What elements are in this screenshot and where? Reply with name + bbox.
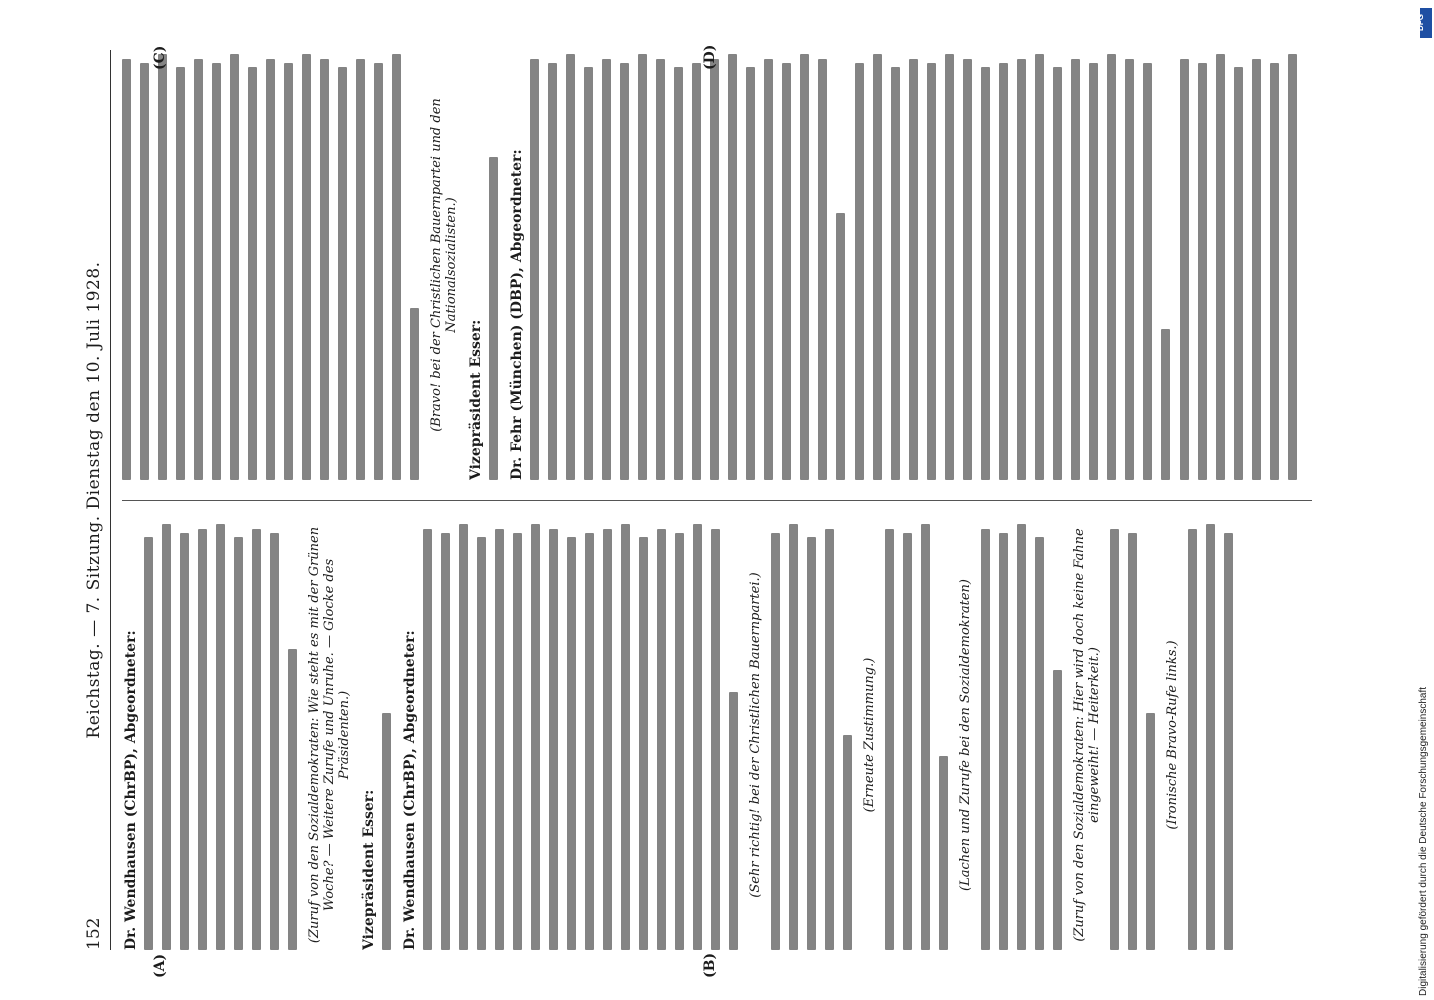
stage-direction: (Ironische Bravo-Rufe links.)	[1165, 640, 1180, 830]
speech-paragraph	[981, 520, 1062, 950]
column-divider	[122, 500, 1312, 501]
digitization-stamp: Digitalisierung gefördert durch die Deutsche Forschungsgemeinschaft	[1418, 686, 1429, 996]
page-number: 152	[84, 917, 104, 950]
speech-paragraph	[1110, 520, 1155, 950]
speaker-heading: Dr. Wendhausen (ChrBP), Abgeordneter:	[402, 630, 418, 950]
header-rule	[110, 50, 111, 950]
speaker-heading: Vizepräsident Esser:	[361, 789, 377, 950]
speaker-heading: Dr. Wendhausen (ChrBP), Abgeordneter:	[123, 630, 139, 950]
speech-paragraph	[489, 50, 498, 480]
speech-paragraph	[423, 520, 738, 950]
dfg-logo	[1415, 8, 1432, 38]
speech-paragraph	[885, 520, 948, 950]
margin-letter-d: (D)	[702, 44, 718, 70]
margin-letter-a: (A)	[152, 953, 168, 978]
running-title: Reichstag. — 7. Sitzung. Dienstag den 10. Juli 1928.	[84, 261, 104, 739]
speech-paragraph	[1180, 50, 1297, 480]
page-header	[82, 50, 112, 950]
stage-direction: (Sehr richtig! bei der Christlichen Bauernpartei.)	[748, 572, 763, 898]
rotated-page	[82, 44, 1322, 978]
speech-paragraph	[144, 520, 297, 950]
stage-direction: (Zuruf von den Sozialdemokraten: Hier wird doch keine Fahne eingeweiht! — Heiterkeit.)	[1072, 528, 1102, 942]
speech-paragraph	[530, 50, 845, 480]
speech-paragraph	[771, 520, 852, 950]
right-column	[122, 50, 1312, 480]
speech-paragraph	[855, 50, 1170, 480]
speech-paragraph	[122, 50, 419, 480]
speech-paragraph	[382, 520, 391, 950]
margin-letter-b: (B)	[702, 952, 718, 978]
speaker-heading: Vizepräsident Esser:	[468, 319, 484, 480]
stage-direction: (Lachen und Zurufe bei den Sozialdemokraten)	[958, 579, 973, 891]
stage-direction: (Bravo! bei der Christlichen Bauernpartei und den Nationalsozialisten.)	[429, 98, 459, 432]
stage-direction: (Erneute Zustimmung.)	[862, 657, 877, 813]
margin-letter-c: (C)	[152, 45, 168, 70]
left-column	[122, 520, 1312, 950]
stage-direction: (Zuruf von den Sozialdemokraten: Wie steht es mit der Grünen Woche? — Weitere Zurufe und Unruhe. — Glocke des Präsidenten.)	[307, 526, 352, 944]
dfg-logo-text: DFG	[1415, 14, 1425, 31]
speaker-heading: Dr. Fehr (München) (DBP), Abgeordneter:	[509, 149, 525, 480]
speech-paragraph	[1188, 520, 1233, 950]
